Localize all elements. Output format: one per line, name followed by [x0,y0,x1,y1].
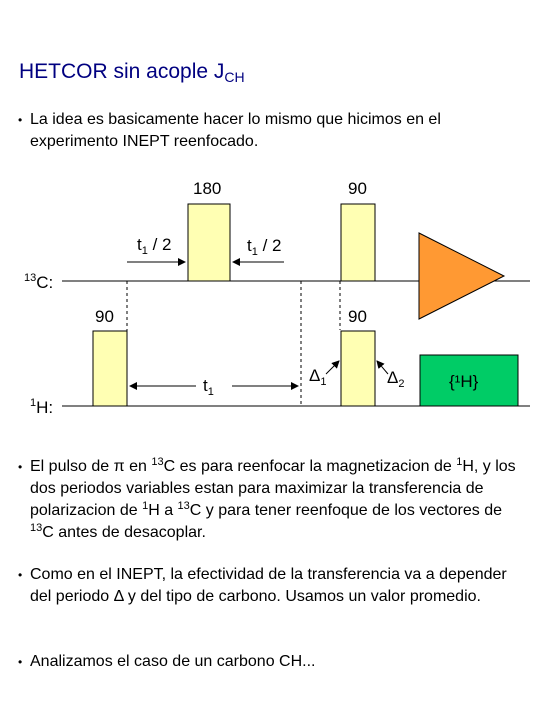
bullet-2 [18,456,518,544]
pulse-label-c90: 90 [348,179,367,198]
bullet-marker: • [18,568,23,582]
t1-label: $t_1$ [203,376,214,398]
bullet-1 [18,109,518,153]
delta2-label: $\Delta_2$ [387,368,405,390]
h1-pulse-90-second [341,331,375,406]
delta1-arrow [326,361,339,374]
title-subscript: CH [224,69,245,85]
t1-half-right-label: $t_1 / 2$ [247,236,282,258]
bullet-marker: • [18,655,23,669]
h1-pulse-90-first [93,331,127,406]
bullet-text: La idea es basicamente hacer lo mismo que hicimos en el experimento INEPT reenfocado. [30,111,441,150]
fid-triangle [419,233,504,319]
pulse-label-h90-second: 90 [348,307,367,326]
bullet-text: Como en el INEPT, la efectividad de la transferencia va a depender del periodo Δ y del tipo de carbono. Usamos un valor promedio. [30,566,507,605]
delta1-label: $\Delta_1$ [309,366,327,388]
bullet-3 [18,564,518,608]
bullet-text: El pulso de π en $^{13}$C es para reenfocar la magnetizacion de $^1$H, y los dos periodos variables estan para maximizar la transferencia de polarizacion de $^1$H a $^{13}$C y para tener reenfoque de los vectores de $^{13}$C antes de desacoplar. [30,456,516,541]
bullet-marker: • [18,460,23,474]
pulse-label-h90-first: 90 [95,307,114,326]
bullet-text: Analizamos el caso de un carbono CH... [30,653,316,670]
title-main: HETCOR sin acople J [19,60,225,83]
bullet-marker: • [18,113,23,127]
bullet-4 [18,651,518,673]
c13-pulse-90 [341,204,375,281]
pulse-label-c180: 180 [193,179,222,198]
decouple-label: {¹H} [449,372,479,391]
h1-channel-label: $^1$H: [30,397,54,417]
t1-half-left-label: $t_1 / 2$ [137,235,172,257]
c13-channel-label: $^{13}$C: [24,272,54,292]
c13-pulse-180 [188,204,230,281]
